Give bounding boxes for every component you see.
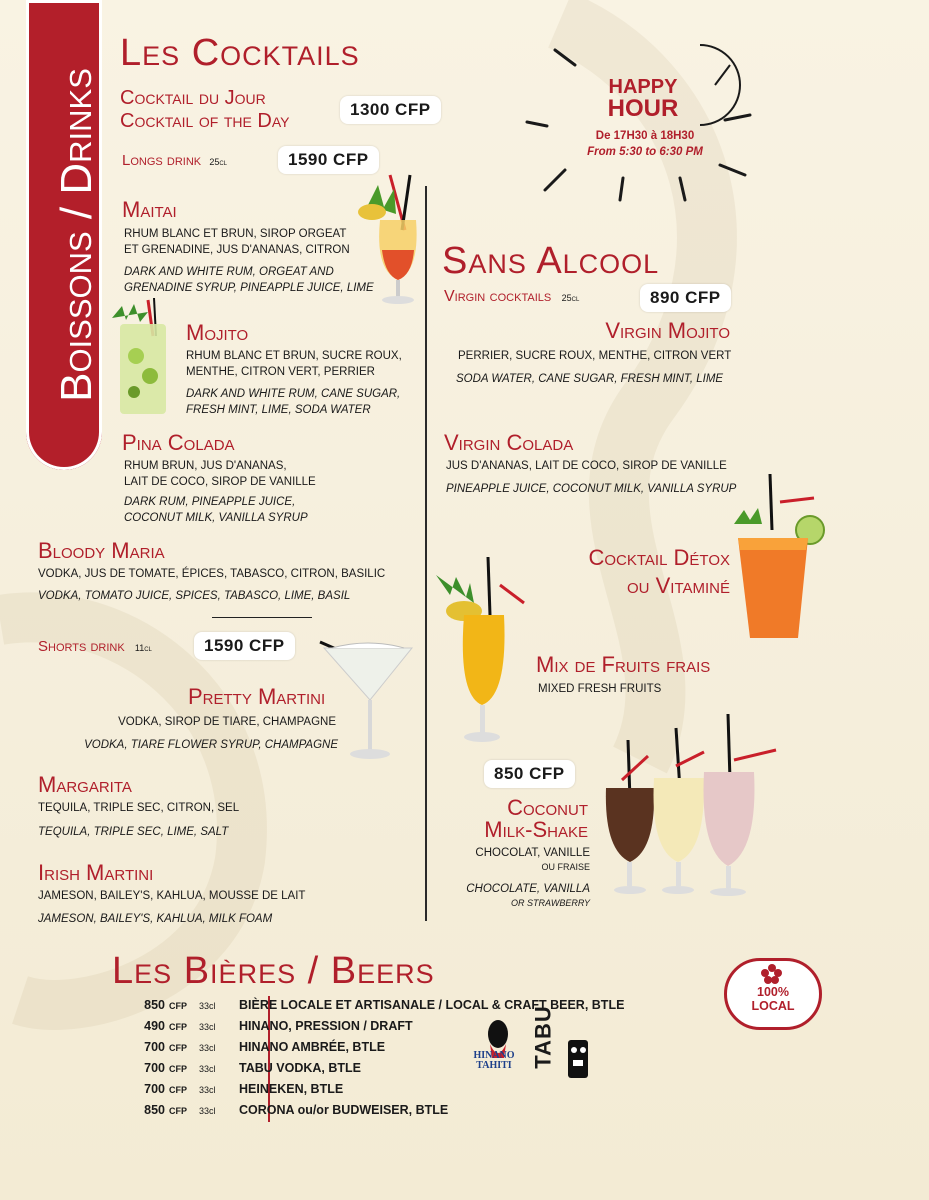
virgin-cocktails-cl: 25cl — [561, 293, 580, 303]
irish-martini-desc-en: JAMESON, BAILEY'S, KAHLUA, MILK FOAM — [38, 913, 273, 925]
beer-price: 700 — [144, 1082, 165, 1096]
mojito-desc-en — [186, 386, 400, 418]
longs-drink-cl: 25cl — [209, 157, 227, 167]
pina-colada-name: Pina Colada — [122, 430, 235, 455]
pina-colada-desc-en — [124, 494, 308, 526]
detox-glass-image — [730, 470, 830, 650]
pretty-martini-desc-fr: VODKA, SIROP DE TIARE, CHAMPAGNE — [118, 716, 336, 728]
virgin-cocktails-price: 890 CFP — [640, 284, 731, 312]
mojito-en-line2: FRESH MINT, LIME, SODA WATER — [186, 404, 371, 416]
mojito-fr-line2: MENTHE, CITRON VERT, PERRIER — [186, 366, 375, 378]
pina-colada-en-line2: COCONUT MILK, VANILLA SYRUP — [124, 512, 308, 524]
maitai-desc-fr — [124, 226, 350, 258]
bloody-maria-desc-en: VODKA, TOMATO JUICE, SPICES, TABASCO, LIME, BASIL — [38, 590, 351, 602]
pina-colada-fr-line2: LAIT DE COCO, SIROP DE VANILLE — [124, 476, 316, 488]
pretty-martini-name: Pretty Martini — [188, 684, 326, 709]
shorts-drink-text: Shorts drink — [38, 638, 125, 655]
beers-title: Les Bières / Beers — [112, 950, 435, 992]
beer-volume: 33cl — [199, 1106, 216, 1116]
milkshake-fr-line1: CHOCOLAT, VANILLE — [475, 847, 590, 859]
beer-row — [110, 1079, 624, 1100]
pretty-martini-desc-en: VODKA, TIARE FLOWER SYRUP, CHAMPAGNE — [84, 739, 338, 751]
milkshake-desc-fr — [440, 846, 590, 874]
beer-currency: CFP — [169, 1106, 187, 1116]
beer-row — [110, 1100, 624, 1121]
mojito-desc-fr — [186, 348, 402, 380]
cocktail-du-jour-fr: Cocktail du Jour — [120, 87, 266, 109]
cocktail-of-the-day-en: Cocktail of the Day — [120, 110, 290, 132]
margarita-desc-en: TEQUILA, TRIPLE SEC, LIME, SALT — [38, 826, 229, 838]
hinano-logo — [468, 1012, 528, 1082]
beer-currency: CFP — [169, 1064, 187, 1074]
local-badge-percent: 100% — [757, 985, 789, 999]
virgin-colada-desc-en: PINEAPPLE JUICE, COCONUT MILK, VANILLA SYRUP — [446, 483, 737, 495]
bloody-maria-name: Bloody Maria — [38, 538, 165, 563]
beer-currency: CFP — [169, 1022, 187, 1032]
cocktail-du-jour-price: 1300 CFP — [340, 96, 441, 124]
happy-hour-fr: De 17H30 à 18H30 — [595, 130, 695, 142]
longs-drink-label — [122, 152, 227, 169]
cocktails-title: Les Cocktails — [120, 32, 360, 74]
happy-hour-en: From 5:30 to 6:30 PM — [587, 146, 703, 158]
beer-currency: CFP — [169, 1085, 187, 1095]
mix-fruits-desc: MIXED FRESH FRUITS — [538, 683, 662, 695]
maitai-fr-line1: RHUM BLANC ET BRUN, SIROP ORGEAT — [124, 228, 347, 240]
shorts-drink-label — [38, 638, 152, 655]
longs-drink-text: Longs drink — [122, 152, 202, 169]
mix-fruits-name: Mix de Fruits frais — [536, 652, 711, 677]
beer-price: 700 — [144, 1040, 165, 1054]
beer-name: HINANO, PRESSION / DRAFT — [239, 1019, 413, 1033]
milkshake-en-line2: OR STRAWBERRY — [510, 898, 590, 908]
local-badge — [724, 958, 822, 1030]
shorts-drink-cl: 11cl — [134, 643, 152, 653]
beer-name: CORONA ou/or BUDWEISER, BTLE — [239, 1103, 449, 1117]
milkshake-title-line2: Milk-Shake — [484, 817, 588, 842]
maitai-en-line2: GRENADINE SYRUP, PINEAPPLE JUICE, LIME — [124, 282, 374, 294]
virgin-colada-glass-image — [430, 555, 530, 750]
detox-title-line1: Cocktail Détox — [588, 545, 730, 570]
flower-icon — [761, 963, 783, 985]
virgin-colada-name: Virgin Colada — [444, 430, 574, 455]
beer-price: 490 — [144, 1019, 165, 1033]
maitai-fr-line2: ET GRENADINE, JUS D'ANANAS, CITRON — [124, 244, 350, 256]
happy-hour-times — [560, 128, 730, 160]
virgin-colada-desc-fr: JUS D'ANANAS, LAIT DE COCO, SIROP DE VANILLE — [446, 460, 727, 472]
irish-martini-name: Irish Martini — [38, 860, 154, 885]
milkshake-en-line1: CHOCOLATE, VANILLA — [466, 883, 590, 895]
pina-colada-fr-line1: RHUM BRUN, JUS D'ANANAS, — [124, 460, 287, 472]
margarita-desc-fr: TEQUILA, TRIPLE SEC, CITRON, SEL — [38, 802, 240, 814]
shorts-separator — [212, 617, 312, 618]
side-tab-label: Boissons / Drinks — [52, 68, 101, 402]
sans-alcool-title: Sans Alcool — [442, 240, 660, 282]
virgin-cocktails-label — [444, 288, 579, 306]
longs-drink-price: 1590 CFP — [278, 146, 379, 174]
happy-hour-title — [588, 76, 698, 120]
pina-colada-en-line1: DARK RUM, PINEAPPLE JUICE, — [124, 496, 296, 508]
milkshake-price: 850 CFP — [484, 760, 575, 788]
mojito-fr-line1: RHUM BLANC ET BRUN, SUCRE ROUX, — [186, 350, 402, 362]
beer-currency: CFP — [169, 1043, 187, 1053]
happy-hour-line2: HOUR — [607, 95, 679, 122]
milkshake-fr-line2: OU FRAISE — [541, 862, 590, 872]
hinano-logo-text: HINANO TAHITI — [473, 1050, 515, 1071]
beer-name: TABU VODKA, BTLE — [239, 1061, 361, 1075]
margarita-name: Margarita — [38, 772, 132, 797]
maitai-desc-en — [124, 264, 374, 296]
mojito-en-line1: DARK AND WHITE RUM, CANE SUGAR, — [186, 388, 401, 400]
beer-volume: 33cl — [199, 1085, 216, 1095]
detox-title-line2: ou Vitaminé — [626, 573, 730, 598]
maitai-name: Maitai — [122, 197, 177, 222]
irish-martini-desc-fr: JAMESON, BAILEY'S, KAHLUA, MOUSSE DE LAIT — [38, 890, 306, 902]
mojito-name: Mojito — [186, 320, 249, 345]
virgin-mojito-desc-en: SODA WATER, CANE SUGAR, FRESH MINT, LIME — [456, 373, 724, 385]
beer-volume: 33cl — [199, 1064, 216, 1074]
beer-price: 700 — [144, 1061, 165, 1075]
beer-volume: 33cl — [199, 1001, 216, 1011]
local-badge-word: LOCAL — [751, 999, 795, 1013]
pina-colada-desc-fr — [124, 458, 316, 490]
beer-price: 850 — [144, 998, 165, 1012]
milkshake-title-line1: Coconut — [507, 795, 588, 820]
maitai-en-line1: DARK AND WHITE RUM, ORGEAT AND — [124, 266, 334, 278]
tabu-logo-text: TABU — [530, 1005, 556, 1069]
virgin-cocktails-text: Virgin cocktails — [444, 288, 552, 305]
shorts-drink-price: 1590 CFP — [194, 632, 295, 660]
beer-price: 850 — [144, 1103, 165, 1117]
column-divider — [425, 186, 427, 921]
local-badge-text — [727, 985, 819, 1013]
beer-currency: CFP — [169, 1001, 187, 1011]
beer-volume: 33cl — [199, 1022, 216, 1032]
virgin-mojito-name: Virgin Mojito — [605, 318, 730, 343]
beer-volume: 33cl — [199, 1043, 216, 1053]
virgin-mojito-desc-fr: PERRIER, SUCRE ROUX, MENTHE, CITRON VERT — [458, 350, 732, 362]
mojito-glass-image — [108, 296, 178, 420]
happy-hour-line1: HAPPY — [608, 76, 678, 98]
milkshake-desc-en — [440, 882, 590, 910]
beer-name: HEINEKEN, BTLE — [239, 1082, 344, 1096]
beer-name: HINANO AMBRÉE, BTLE — [239, 1040, 386, 1054]
bloody-maria-desc-fr: VODKA, JUS DE TOMATE, ÉPICES, TABASCO, CITRON, BASILIC — [38, 568, 386, 580]
milkshake-glasses-image — [600, 710, 790, 910]
beer-name: BIÈRE LOCALE ET ARTISANALE / LOCAL & CRAFT BEER, BTLE — [239, 998, 625, 1012]
